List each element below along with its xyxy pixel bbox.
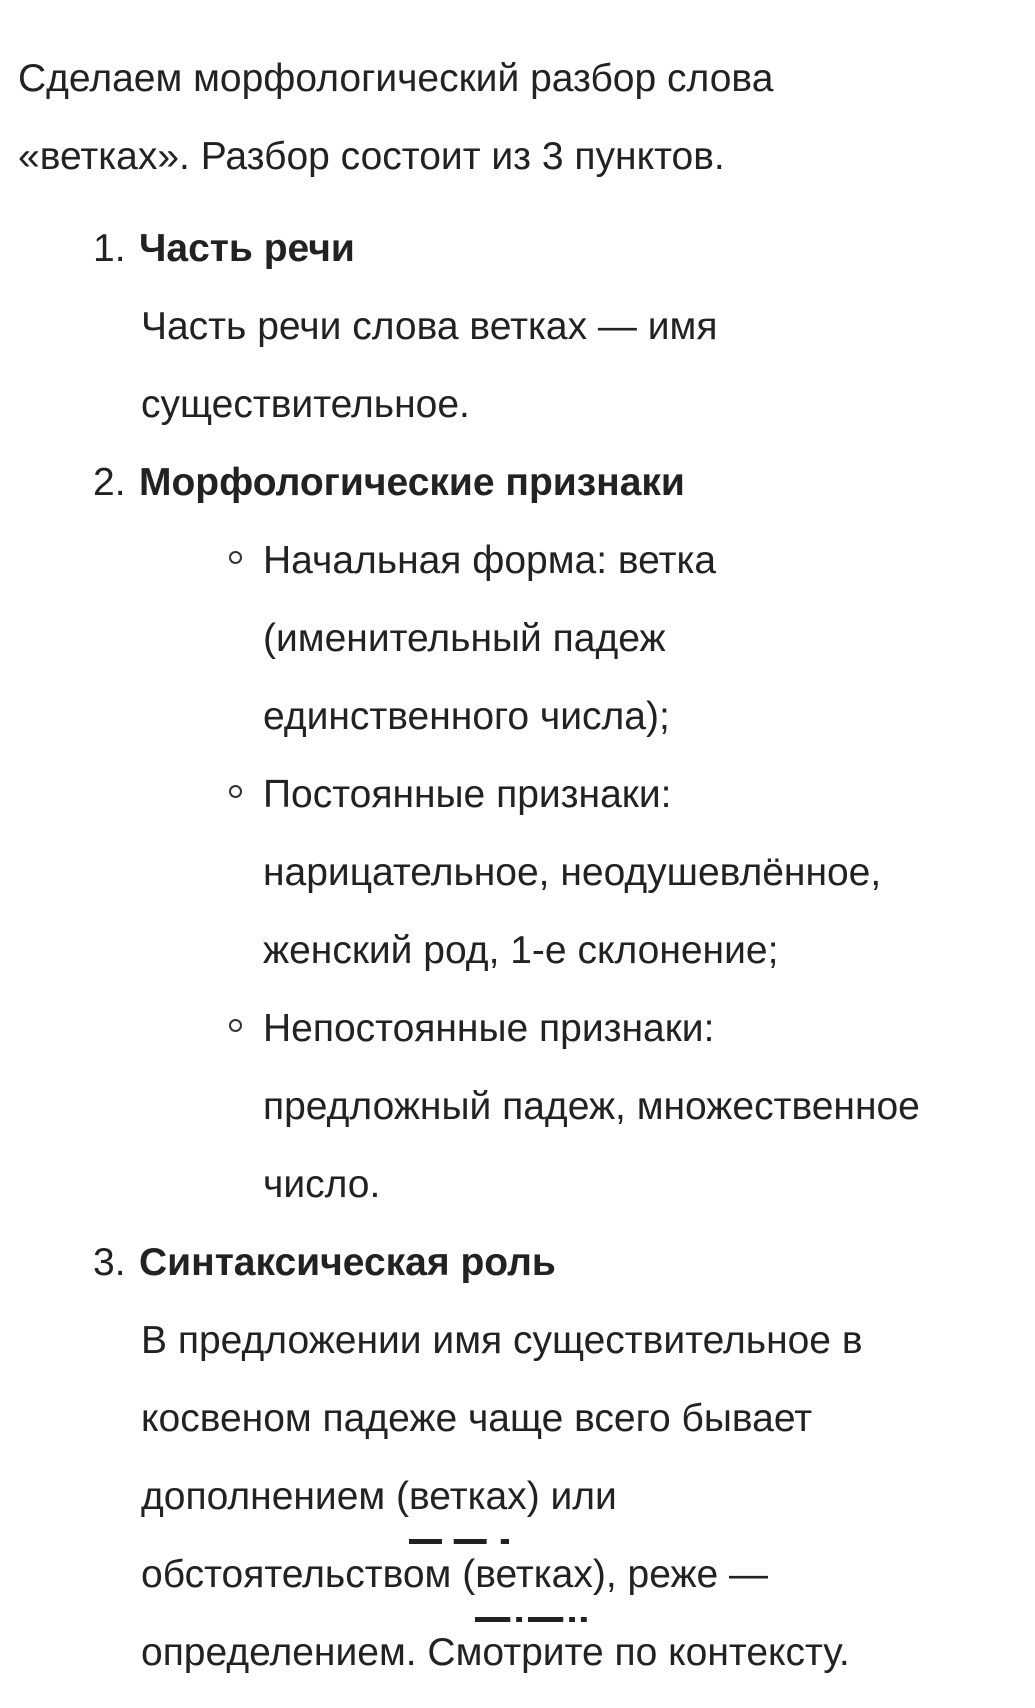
section-heading (93, 210, 355, 288)
body-line: определением. Смотрите по контексту. (141, 1631, 850, 1674)
feature-line: женский род, 1-е склонение; (263, 929, 779, 972)
feature-line: предложный падеж, множественное (263, 1085, 920, 1128)
feature-text (263, 990, 1033, 1224)
body-line: существительное. (141, 383, 470, 426)
intro-line: «ветках». Разбор состоит из 3 пунктов. (18, 135, 725, 178)
body-line-adverbial (141, 1536, 1021, 1614)
body-line: В предложении имя существительное в (141, 1319, 863, 1362)
body-line: косвеном падеже чаще всего бывает (141, 1397, 813, 1440)
section-heading (93, 1224, 556, 1302)
circle-bullet-icon (229, 1019, 242, 1032)
intro-paragraph (18, 40, 1018, 196)
feature-line: нарицательное, неодушевлённое, (263, 851, 882, 894)
text-after: ), реже — (592, 1553, 769, 1596)
section-body (141, 288, 1021, 444)
section-body (141, 1302, 1021, 1692)
word-text: ветках (475, 1553, 593, 1596)
section-title: Морфологические признаки (139, 461, 685, 504)
feature-text (263, 522, 1033, 756)
feature-line: Непостоянные признаки: (263, 1007, 715, 1050)
section-title: Синтаксическая роль (139, 1241, 556, 1284)
feature-line: Постоянные признаки: (263, 773, 672, 816)
feature-line: единственного числа); (263, 695, 670, 738)
adverbial-underline-icon (475, 1616, 593, 1624)
intro-line: Сделаем морфологический разбор слова (18, 57, 774, 100)
word-text: ветках (409, 1475, 527, 1518)
text-before: дополнением ( (141, 1475, 410, 1518)
feature-line: число. (263, 1163, 381, 1206)
body-line: Часть речи слова ветках — имя (141, 305, 718, 348)
feature-line: Начальная форма: ветка (263, 539, 717, 582)
section-number: 3. (93, 1241, 126, 1284)
feature-text (263, 756, 1033, 990)
word-adverbial (475, 1536, 593, 1614)
body-line-object (141, 1458, 1021, 1536)
section-title: Часть речи (139, 227, 355, 270)
feature-line: (именительный падеж (263, 617, 666, 660)
section-number: 1. (93, 227, 126, 270)
circle-bullet-icon (229, 551, 242, 564)
circle-bullet-icon (229, 785, 242, 798)
section-number: 2. (93, 461, 126, 504)
text-before: обстоятельством ( (141, 1553, 476, 1596)
word-object (409, 1458, 527, 1536)
text-after: ) или (526, 1475, 617, 1518)
section-heading (93, 444, 685, 522)
